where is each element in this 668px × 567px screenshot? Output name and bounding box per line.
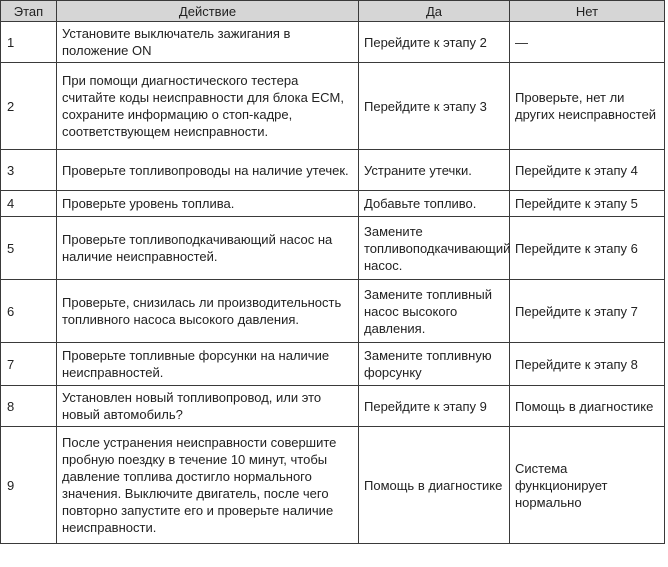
step-cell: 4 — [1, 191, 57, 217]
header-step: Этап — [1, 1, 57, 22]
yes-cell: Замените топливоподкачивающий насос. — [359, 217, 510, 280]
action-cell: Проверьте топливоподкачивающий насос на наличие неисправностей. — [57, 217, 359, 280]
yes-cell: Перейдите к этапу 3 — [359, 63, 510, 150]
no-cell: Перейдите к этапу 6 — [510, 217, 665, 280]
header-row — [1, 1, 665, 22]
action-cell: Проверьте, снизилась ли производительность топливного насоса высокого давления. — [57, 280, 359, 343]
action-cell: Установите выключатель зажигания в положение ON — [57, 22, 359, 63]
no-cell: Перейдите к этапу 5 — [510, 191, 665, 217]
table-row — [1, 22, 665, 63]
action-cell: Проверьте топливопроводы на наличие утечек. — [57, 150, 359, 191]
table-row — [1, 343, 665, 386]
step-cell: 6 — [1, 280, 57, 343]
yes-cell: Замените топливную форсунку — [359, 343, 510, 386]
table-row — [1, 63, 665, 150]
action-cell: Установлен новый топливопровод, или это новый автомобиль? — [57, 386, 359, 427]
action-cell: Проверьте топливные форсунки на наличие неисправностей. — [57, 343, 359, 386]
header-no: Нет — [510, 1, 665, 22]
yes-cell: Перейдите к этапу 9 — [359, 386, 510, 427]
no-cell: Перейдите к этапу 4 — [510, 150, 665, 191]
action-cell: После устранения неисправности совершите пробную поездку в течение 10 минут, чтобы давление топлива достигло нормального значения. Выключите двигатель, после чего повторно запустите его и проверьте наличие неисправности. — [57, 427, 359, 544]
yes-cell: Добавьте топливо. — [359, 191, 510, 217]
step-cell: 1 — [1, 22, 57, 63]
action-cell: При помощи диагностического тестера считайте коды неисправности для блока ECM, сохраните информацию о стоп-кадре, соответствующем неисправности. — [57, 63, 359, 150]
no-cell: Перейдите к этапу 7 — [510, 280, 665, 343]
step-cell: 2 — [1, 63, 57, 150]
yes-cell: Помощь в диагностике — [359, 427, 510, 544]
header-yes: Да — [359, 1, 510, 22]
no-cell: Перейдите к этапу 8 — [510, 343, 665, 386]
step-cell: 5 — [1, 217, 57, 280]
step-cell: 7 — [1, 343, 57, 386]
table-row — [1, 217, 665, 280]
table-row — [1, 191, 665, 217]
no-cell: Система функционирует нормально — [510, 427, 665, 544]
table-row — [1, 427, 665, 544]
table-row — [1, 386, 665, 427]
header-action: Действие — [57, 1, 359, 22]
yes-cell: Замените топливный насос высокого давления. — [359, 280, 510, 343]
yes-cell: Перейдите к этапу 2 — [359, 22, 510, 63]
table-row — [1, 150, 665, 191]
step-cell: 3 — [1, 150, 57, 191]
no-cell: Помощь в диагностике — [510, 386, 665, 427]
table-row — [1, 280, 665, 343]
no-cell: — — [510, 22, 665, 63]
step-cell: 9 — [1, 427, 57, 544]
action-cell: Проверьте уровень топлива. — [57, 191, 359, 217]
no-cell: Проверьте, нет ли других неисправностей — [510, 63, 665, 150]
step-cell: 8 — [1, 386, 57, 427]
yes-cell: Устраните утечки. — [359, 150, 510, 191]
